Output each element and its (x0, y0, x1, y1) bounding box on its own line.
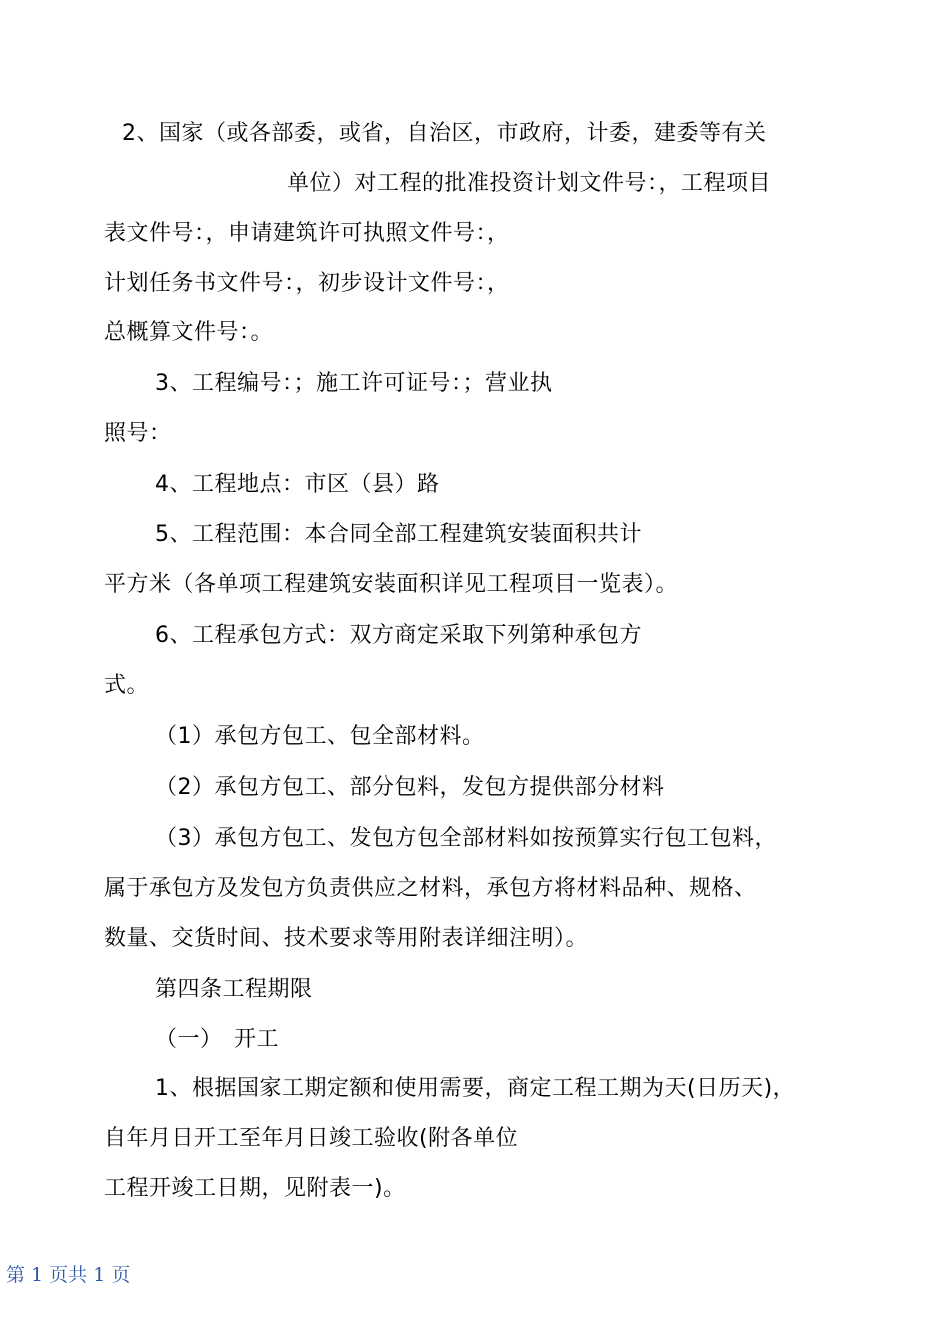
paragraph-line: 1、根据国家工期定额和使用需要，商定工程工期为天(日历天)， (155, 1076, 796, 1101)
page-number-indicator: 第 1 页共 1 页 (6, 1264, 131, 1286)
paragraph-line: 单位）对工程的批准投资计划文件号：，工程项目 (287, 171, 772, 196)
paragraph-line: 自年月日开工至年月日竣工验收(附各单位 (104, 1126, 519, 1151)
paragraph-line: 工程开竣工日期，见附表一)。 (104, 1176, 406, 1201)
list-item: （2）承包方包工、部分包料，发包方提供部分材料 (155, 775, 665, 800)
paragraph-line: 4、工程地点：市区（县）路 (155, 472, 440, 497)
paragraph-line: 2、国家（或各部委，或省，自治区，市政府，计委，建委等有关 (122, 121, 767, 146)
paragraph-line: 计划任务书文件号：，初步设计文件号：， (104, 271, 510, 296)
section-heading: 第四条工程期限 (155, 977, 313, 1002)
list-item: （1）承包方包工、包全部材料。 (155, 724, 485, 749)
paragraph-line: 表文件号：，申请建筑许可执照文件号：， (104, 221, 510, 246)
list-item: （3）承包方包工、发包方包全部材料如按预算实行包工包料， (155, 826, 777, 851)
paragraph-line: 总概算文件号：。 (104, 320, 274, 345)
paragraph-line: 数量、交货时间、技术要求等用附表详细注明）。 (104, 926, 589, 951)
paragraph-line: 照号： (104, 421, 172, 446)
paragraph-line: 5、工程范围：本合同全部工程建筑安装面积共计 (155, 522, 642, 547)
paragraph-line: 平方米（各单项工程建筑安装面积详见工程项目一览表）。 (104, 572, 679, 597)
paragraph-line: 属于承包方及发包方负责供应之材料，承包方将材料品种、规格、 (104, 876, 757, 901)
paragraph-line: 6、工程承包方式：双方商定采取下列第种承包方 (155, 623, 642, 648)
subsection-heading: （一） 开工 (155, 1027, 280, 1052)
paragraph-line: 式。 (104, 673, 150, 698)
paragraph-line: 3、工程编号：；施工许可证号：；营业执 (155, 371, 553, 396)
